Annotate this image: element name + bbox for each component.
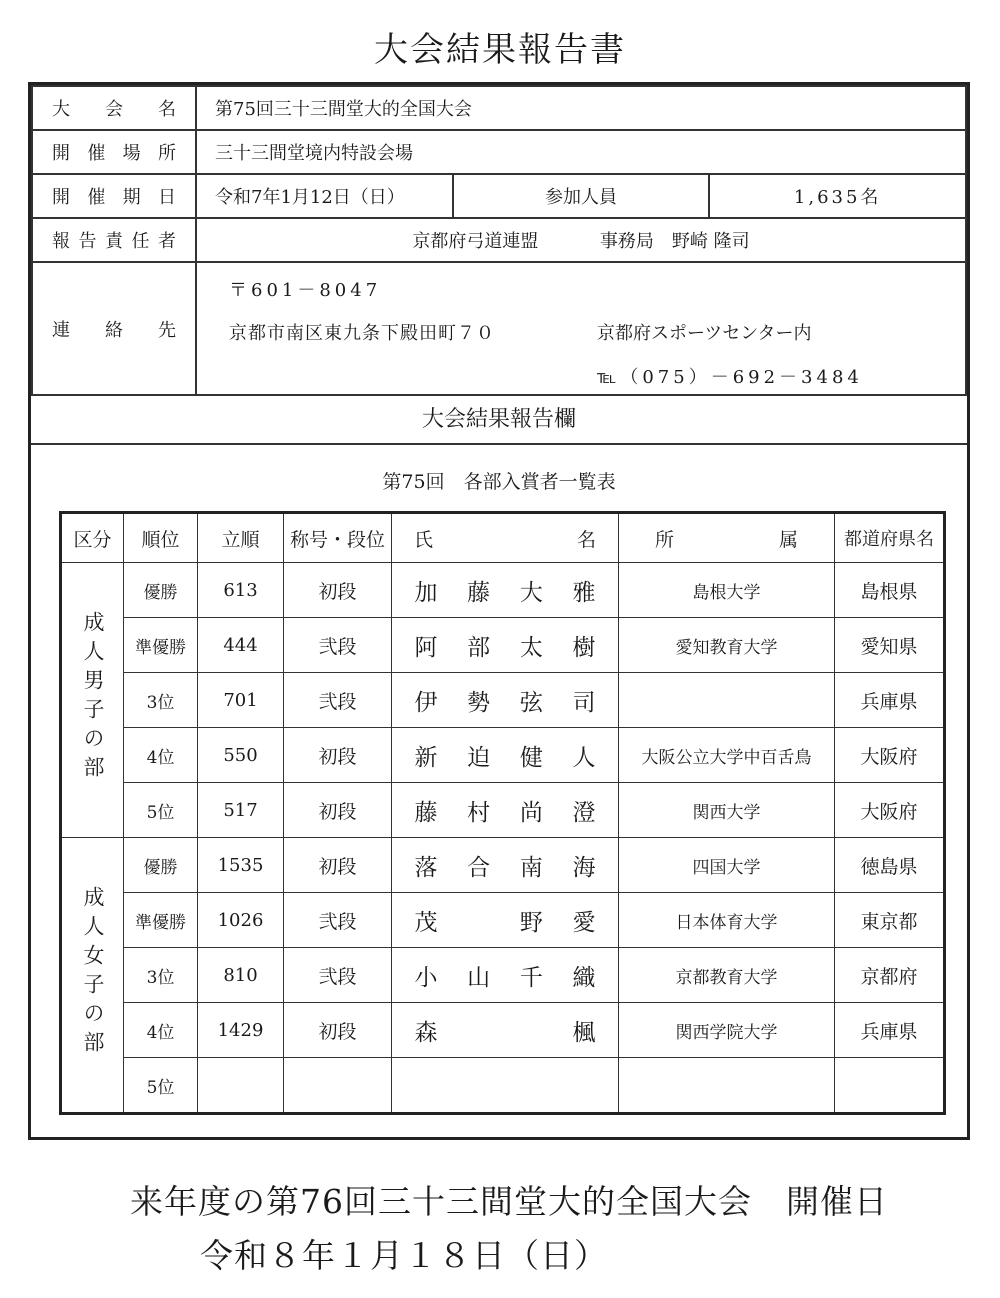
- rank-cell: 3位: [124, 673, 198, 728]
- sanka-label: 参加人員: [453, 174, 710, 218]
- dan-cell: 弐段: [284, 618, 392, 673]
- table-row: [61, 1058, 945, 1114]
- affiliation-cell: [619, 1058, 835, 1114]
- prefecture-cell: 徳島県: [835, 838, 945, 893]
- dan-cell: 初段: [284, 783, 392, 838]
- renraku-label: 連絡先: [32, 262, 196, 395]
- affiliation-cell: [619, 673, 835, 728]
- renraku-value: [196, 262, 966, 395]
- header-shogo: 称号・段位: [284, 513, 392, 563]
- affiliation-cell: 愛知教育大学: [619, 618, 835, 673]
- kijitsu-label: 開催期日: [32, 174, 196, 218]
- prefecture-cell: 兵庫県: [835, 1003, 945, 1058]
- table-row: [61, 673, 945, 728]
- prefecture-cell: 大阪府: [835, 728, 945, 783]
- sekinin-org: 京都府弓道連盟: [412, 231, 539, 252]
- basho-value: 三十三間堂境内特設会場: [196, 130, 966, 174]
- section-title: 大会結果報告欄: [31, 396, 967, 445]
- name-cell: 阿 部 太 樹: [392, 618, 619, 673]
- tachijun-cell: 701: [198, 673, 284, 728]
- table-row: [61, 728, 945, 783]
- table-row: [61, 893, 945, 948]
- header-kubun: 区分: [61, 513, 124, 563]
- document-title: 大会結果報告書: [374, 30, 626, 70]
- affiliation-cell: 大阪公立大学中百舌鳥: [619, 728, 835, 783]
- tachijun-cell: 1026: [198, 893, 284, 948]
- affiliation-cell: 京都教育大学: [619, 948, 835, 1003]
- rank-cell: 4位: [124, 728, 198, 783]
- rank-cell: 優勝: [124, 563, 198, 618]
- prefecture-cell: 愛知県: [835, 618, 945, 673]
- affiliation-cell: 関西学院大学: [619, 1003, 835, 1058]
- rank-cell: 5位: [124, 1058, 198, 1114]
- dan-cell: 弐段: [284, 948, 392, 1003]
- report-frame: [28, 82, 970, 1140]
- dan-cell: [284, 1058, 392, 1114]
- header-tachijun: 立順: [198, 513, 284, 563]
- rank-cell: 準優勝: [124, 893, 198, 948]
- tachijun-cell: 613: [198, 563, 284, 618]
- taikai-label: 大会名: [32, 86, 196, 130]
- tachijun-cell: 1429: [198, 1003, 284, 1058]
- table-row: [61, 563, 945, 618]
- name-cell: 茂 野 愛: [392, 893, 619, 948]
- rank-cell: 準優勝: [124, 618, 198, 673]
- name-cell: 森 楓: [392, 1003, 619, 1058]
- tachijun-cell: 550: [198, 728, 284, 783]
- prefecture-cell: [835, 1058, 945, 1114]
- tachijun-cell: [198, 1058, 284, 1114]
- name-cell: 伊 勢 弦 司: [392, 673, 619, 728]
- affiliation-cell: 四国大学: [619, 838, 835, 893]
- telephone: ℡（075）－692－3484: [597, 366, 863, 388]
- dan-cell: 初段: [284, 728, 392, 783]
- table-row: [61, 618, 945, 673]
- table-row: [61, 783, 945, 838]
- sanka-value: 1,635名: [709, 174, 966, 218]
- rank-cell: 4位: [124, 1003, 198, 1058]
- name-cell: [392, 1058, 619, 1114]
- prefecture-cell: 兵庫県: [835, 673, 945, 728]
- table-row: [61, 838, 945, 893]
- sekinin-value: [196, 218, 966, 262]
- division-label: 成人女子の部: [61, 838, 124, 1114]
- tachijun-cell: 444: [198, 618, 284, 673]
- name-cell: 新 迫 健 人: [392, 728, 619, 783]
- dan-cell: 初段: [284, 563, 392, 618]
- rank-cell: 5位: [124, 783, 198, 838]
- tachijun-cell: 810: [198, 948, 284, 1003]
- building: 京都府スポーツセンター内: [597, 322, 812, 344]
- affiliation-cell: 関西大学: [619, 783, 835, 838]
- name-cell: 藤 村 尚 澄: [392, 783, 619, 838]
- name-cell: 加 藤 大 雅: [392, 563, 619, 618]
- affiliation-cell: 日本体育大学: [619, 893, 835, 948]
- sekinin-label: 報告責任者: [32, 218, 196, 262]
- results-table-title: 第75回 各部入賞者一覧表: [382, 471, 616, 493]
- basho-label: 開催場所: [32, 130, 196, 174]
- table-row: [61, 1003, 945, 1058]
- table-row: [61, 948, 945, 1003]
- division-label: 成人男子の部: [61, 563, 124, 838]
- rank-cell: 優勝: [124, 838, 198, 893]
- address: 京都市南区東九条下殿田町７０: [229, 322, 495, 344]
- prefecture-cell: 京都府: [835, 948, 945, 1003]
- postal-code: 〒601－8047: [229, 279, 382, 301]
- tachijun-cell: 517: [198, 783, 284, 838]
- dan-cell: 初段: [284, 1003, 392, 1058]
- next-tournament-date: 令和８年１月１８日（日）: [200, 1236, 608, 1275]
- tachijun-cell: 1535: [198, 838, 284, 893]
- info-table: [31, 85, 967, 396]
- prefecture-cell: 大阪府: [835, 783, 945, 838]
- dan-cell: 弐段: [284, 673, 392, 728]
- results-table: [59, 511, 946, 1115]
- next-tournament-line: 来年度の第76回三十三間堂大的全国大会 開催日: [130, 1182, 888, 1221]
- header-shimei: 氏 名: [392, 513, 619, 563]
- header-juni: 順位: [124, 513, 198, 563]
- kijitsu-value: 令和7年1月12日（日）: [196, 174, 453, 218]
- header-todofuken: 都道府県名: [835, 513, 945, 563]
- name-cell: 小 山 千 織: [392, 948, 619, 1003]
- prefecture-cell: 東京都: [835, 893, 945, 948]
- name-cell: 落 合 南 海: [392, 838, 619, 893]
- taikai-value: 第75回三十三間堂大的全国大会: [196, 86, 966, 130]
- dan-cell: 弐段: [284, 893, 392, 948]
- sekinin-person: 事務局 野崎 隆司: [599, 231, 750, 252]
- affiliation-cell: 島根大学: [619, 563, 835, 618]
- dan-cell: 初段: [284, 838, 392, 893]
- header-shozoku: 所 属: [619, 513, 835, 563]
- prefecture-cell: 島根県: [835, 563, 945, 618]
- rank-cell: 3位: [124, 948, 198, 1003]
